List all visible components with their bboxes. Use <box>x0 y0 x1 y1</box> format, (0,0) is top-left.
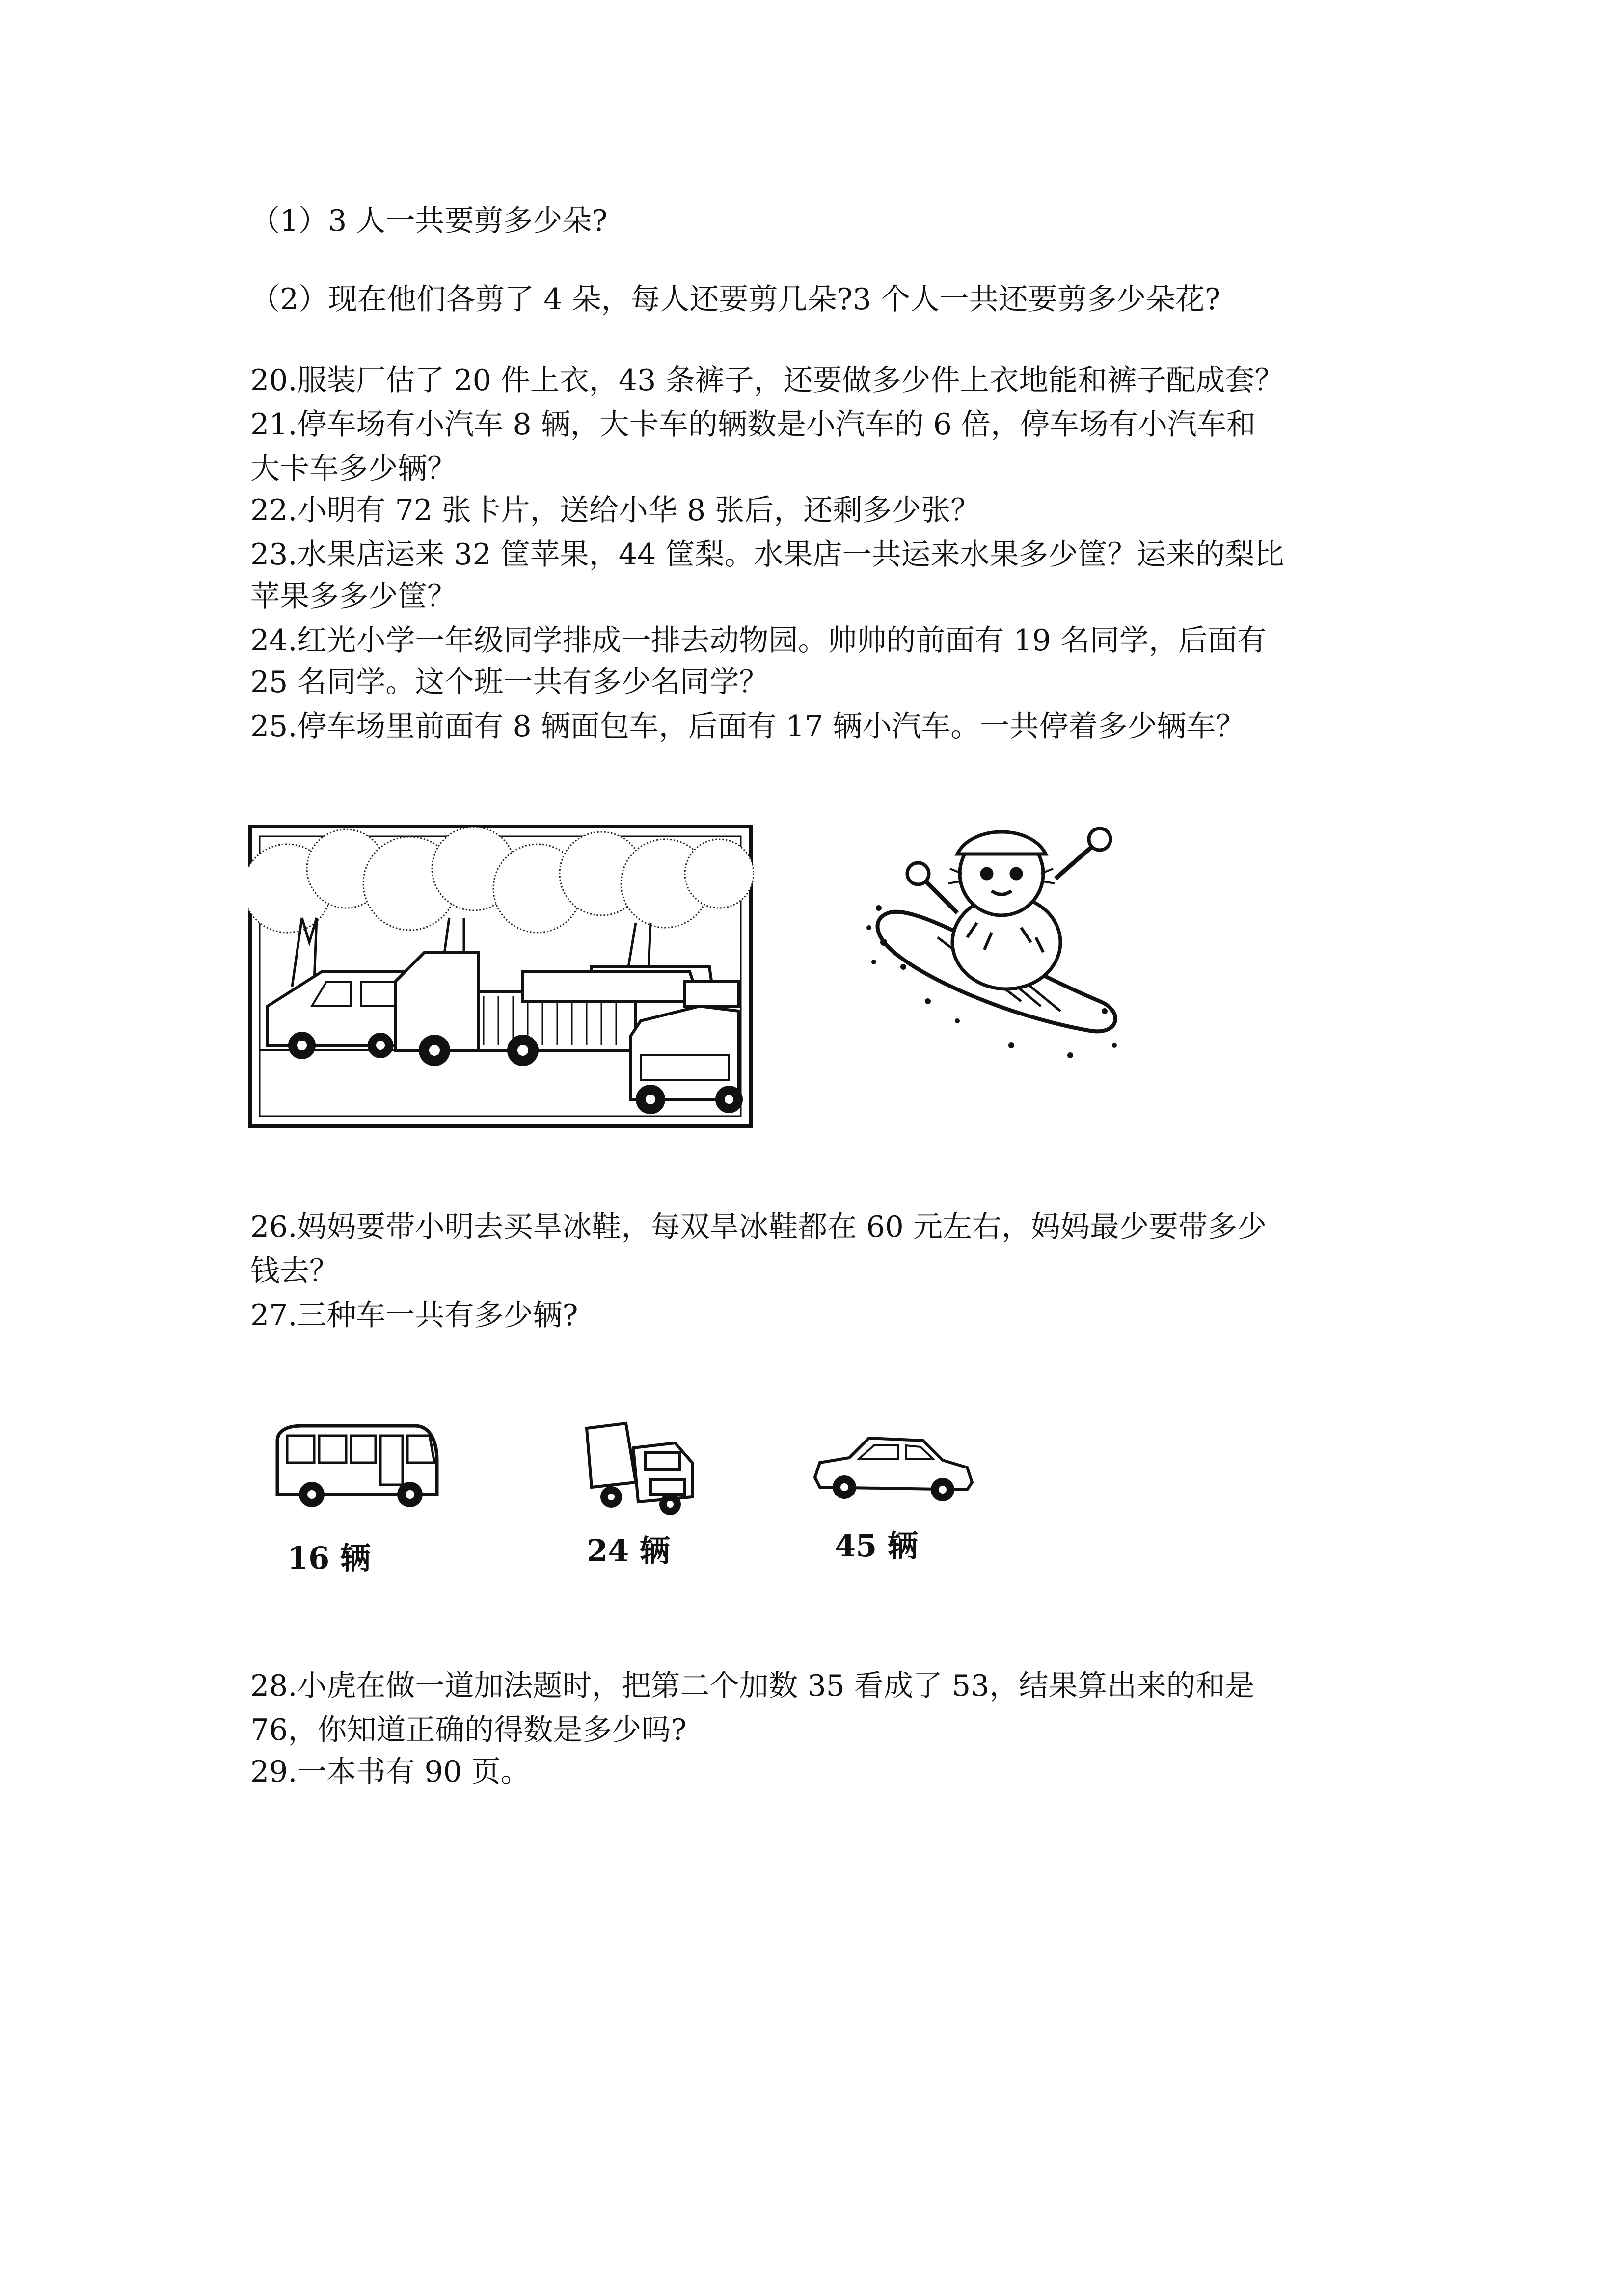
truck-count-label: 24 辆 <box>587 1533 670 1569</box>
q24-text-line2: 25 名同学。这个班一共有多少名同学？ <box>250 665 769 699</box>
q23-text-line2: 苹果多多少筐？ <box>250 579 457 614</box>
snowboarding-tiger-illustration <box>859 815 1134 1070</box>
bus-count-label: 16 辆 <box>287 1540 371 1576</box>
parking-lot-illustration <box>248 825 754 1129</box>
q22-text: 22.小明有 72 张卡片，送给小华 8 张后，还剩多少张？ <box>250 493 980 528</box>
q24-text-line1: 24.红光小学一年级同学排成一排去动物园。帅帅的前面有 19 名同学，后面有 <box>250 623 1267 658</box>
q29-text: 29.一本书有 90 页。 <box>250 1755 530 1789</box>
q21-text-line2: 大卡车多少辆？ <box>250 452 457 486</box>
q21-text-line1: 21.停车场有小汽车 8 辆，大卡车的辆数是小汽车的 6 倍，停车场有小汽车和 <box>250 407 1256 442</box>
q23-text-line1: 23.水果店运来 32 筐苹果，44 筐梨。水果店一共运来水果多少筐？运来的梨比 <box>250 537 1284 572</box>
q28-text-line1: 28.小虎在做一道加法题时，把第二个加数 35 看成了 53，结果算出来的和是 <box>250 1669 1255 1703</box>
truck-icon <box>582 1418 700 1517</box>
bus-icon <box>268 1421 444 1514</box>
q27-text: 27.三种车一共有多少辆? <box>250 1298 578 1333</box>
q26-text-line2: 钱去？ <box>250 1254 339 1288</box>
q25-text: 25.停车场里前面有 8 辆面包车，后面有 17 辆小汽车。一共停着多少辆车？ <box>250 709 1245 744</box>
car-icon <box>810 1428 977 1507</box>
q20-text: 20.服装厂估了 20 件上衣，43 条裤子，还要做多少件上衣地能和裤子配成套？ <box>250 363 1284 398</box>
q19-sub2-text: （2）现在他们各剪了 4 朵，每人还要剪几朵?3 个人一共还要剪多少朵花? <box>250 282 1221 317</box>
car-count-label: 45 辆 <box>835 1528 918 1564</box>
q26-text-line1: 26.妈妈要带小明去买旱冰鞋，每双旱冰鞋都在 60 元左右，妈妈最少要带多少 <box>250 1210 1267 1244</box>
q28-text-line2: 76，你知道正确的得数是多少吗? <box>250 1713 687 1747</box>
q19-sub1-text: （1）3 人一共要剪多少朵? <box>250 204 608 238</box>
